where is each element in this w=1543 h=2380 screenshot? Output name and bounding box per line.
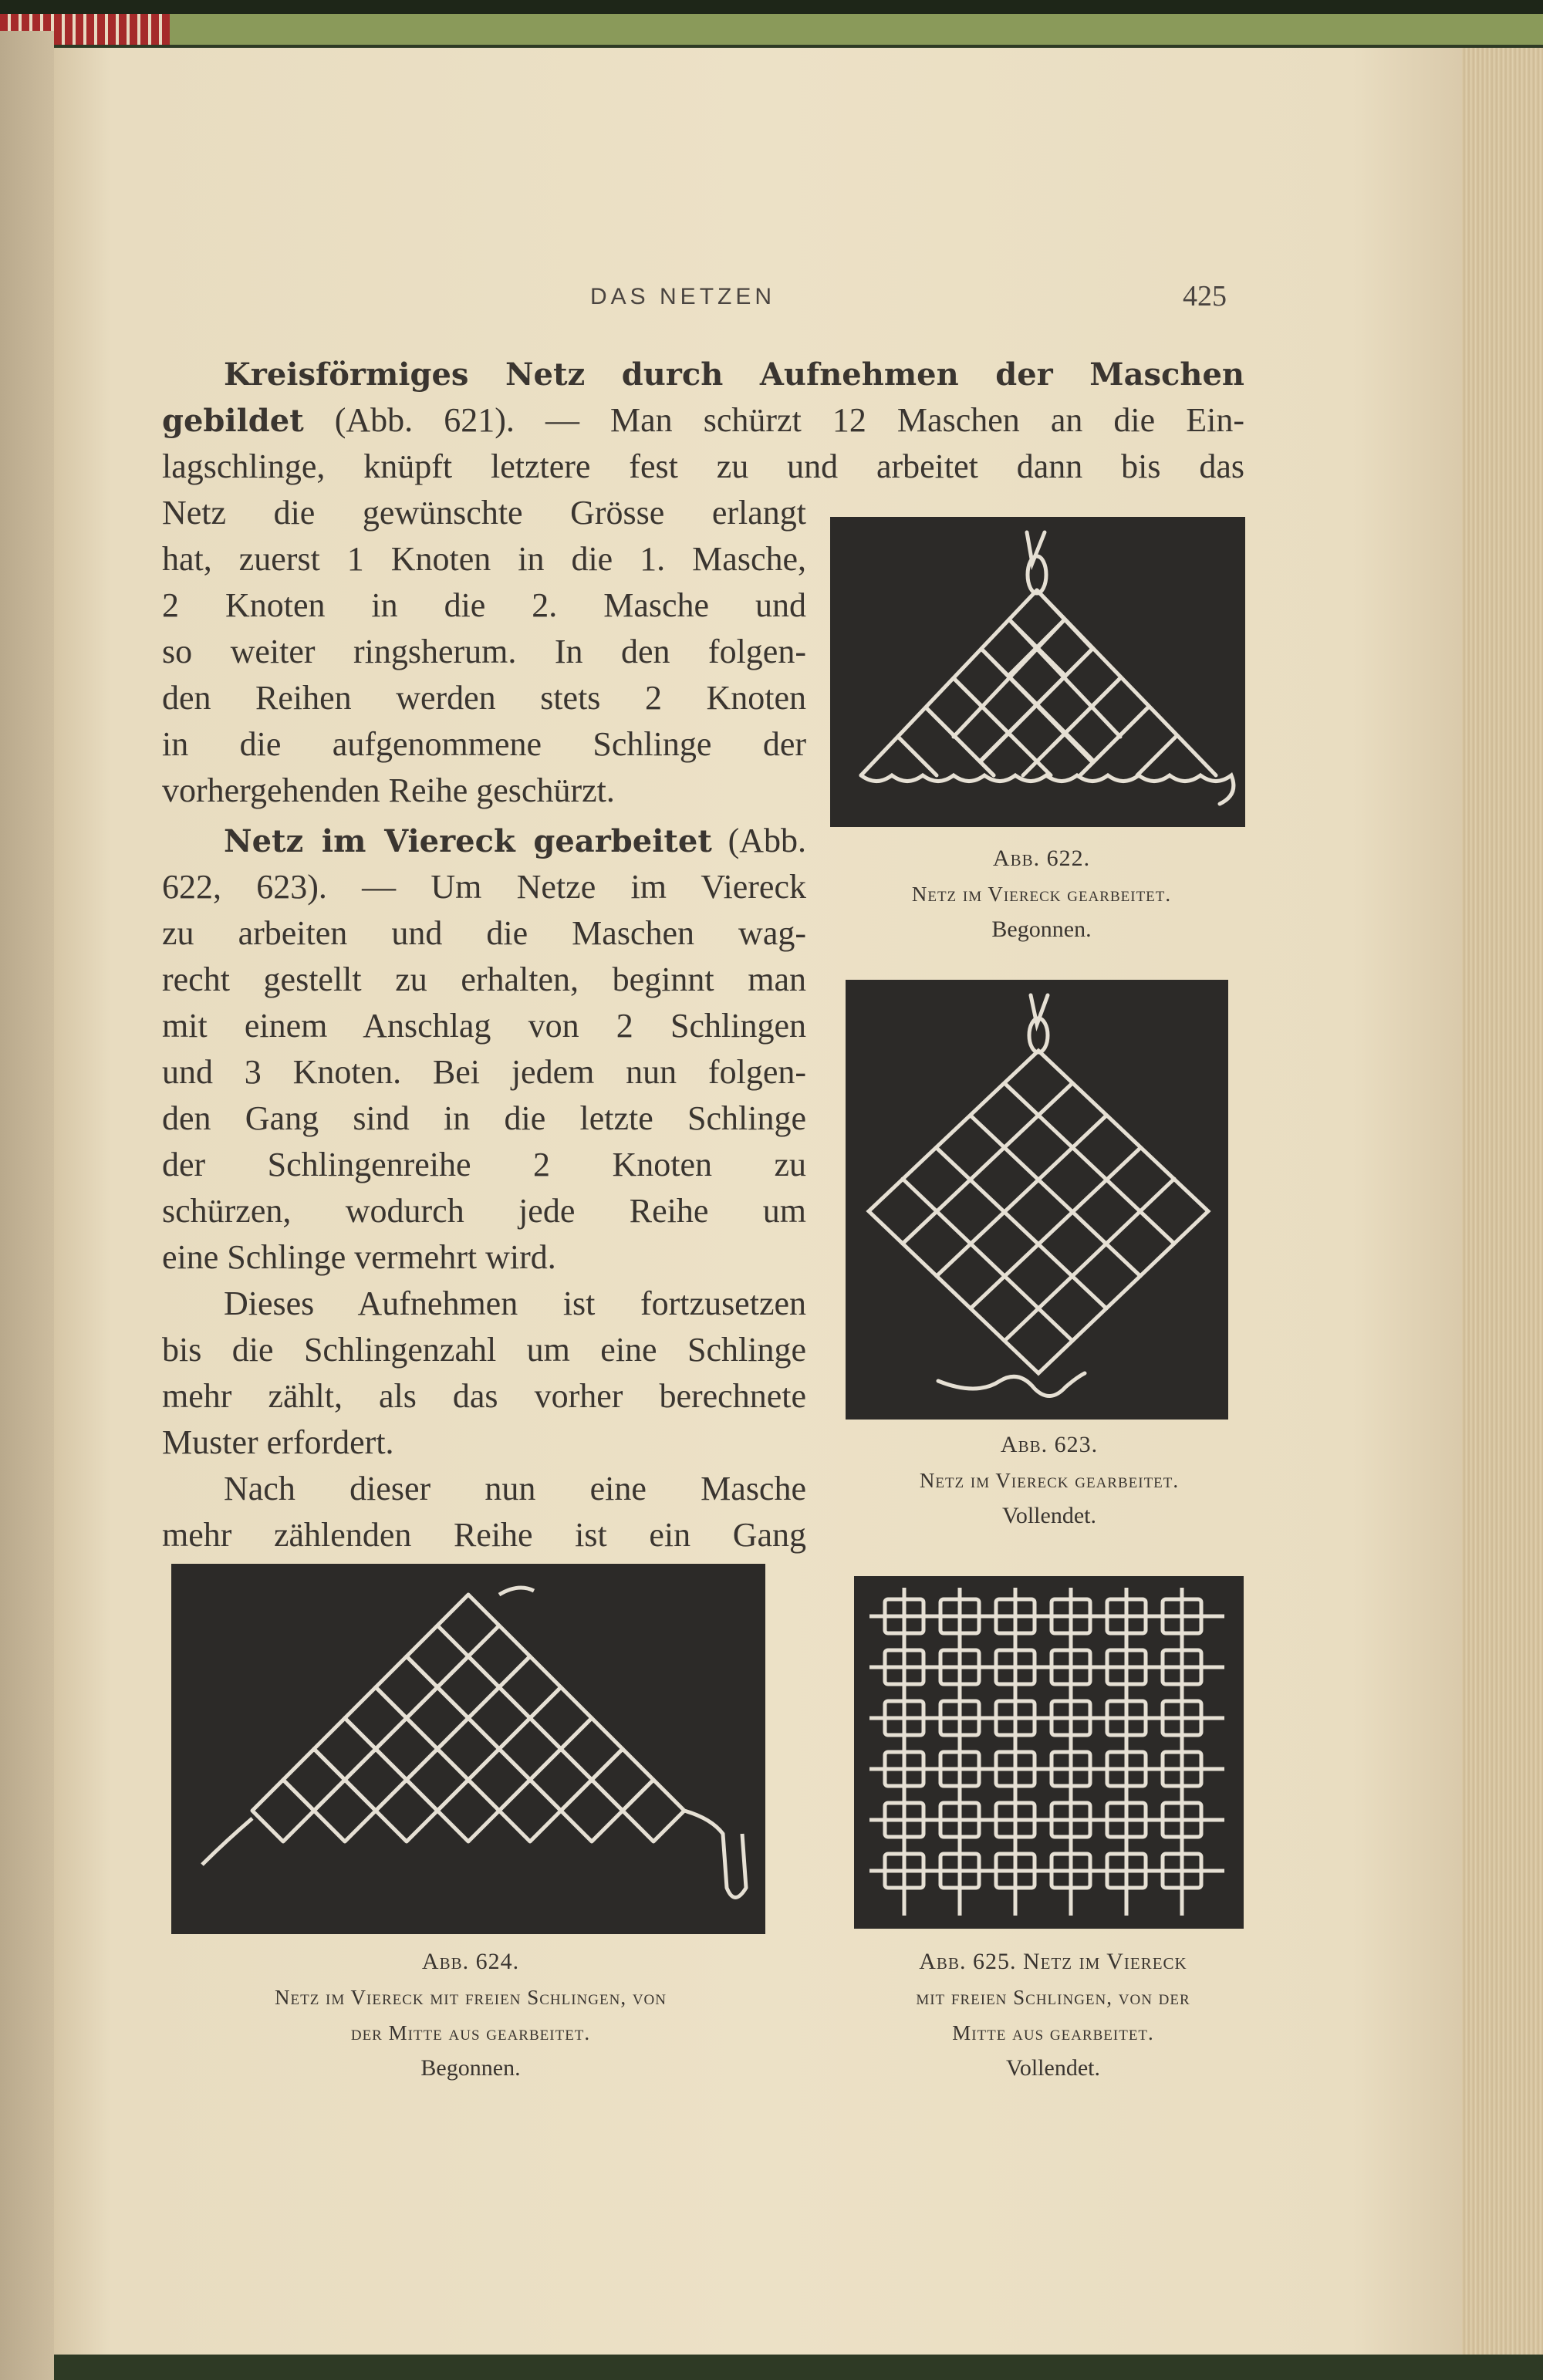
body-line [162, 957, 806, 1003]
body-text-run: den Gang sind in die letzte Schlinge [162, 1099, 806, 1137]
left-page-edge [0, 31, 54, 2380]
body-text-run: schürzen, wodurch jede Reihe um [162, 1192, 806, 1230]
body-line [162, 1234, 806, 1281]
body-text-run: lagschlinge, knüpft letztere fest zu und arbeitet dann bis das [162, 447, 1244, 485]
body-text-run: vorhergehenden Reihe geschürzt. [162, 771, 615, 809]
body-line [224, 818, 806, 865]
figure-625-label: Abb. 625. Netz im Viereck [919, 1949, 1187, 1974]
figure-625-subtitle: Mitte aus gearbeitet. [952, 2021, 1154, 2044]
figure-625-state: Vollendet. [1006, 2055, 1100, 2081]
body-text-run: mit einem Anschlag von 2 Schlingen [162, 1007, 806, 1045]
body-line [162, 444, 1244, 490]
page-stack-edge [1462, 48, 1543, 2355]
figure-623-state: Vollendet. [1002, 1503, 1096, 1528]
body-line [162, 536, 806, 582]
net-free-loops-triangle-illustration [171, 1564, 765, 1934]
figure-622-image [830, 517, 1245, 827]
figure-625-caption [833, 1944, 1273, 2086]
body-text-run: (Abb. 621). — Man schürzt 12 Maschen an die Ein- [303, 401, 1244, 439]
body-line [162, 675, 806, 721]
body-line [224, 351, 1244, 398]
body-line [162, 1142, 806, 1188]
body-line [162, 721, 806, 768]
body-line [162, 397, 1244, 444]
body-text-run: und 3 Knoten. Bei jedem nun folgen- [162, 1053, 806, 1091]
body-text-run: 622, 623). — Um Netze im Viereck [162, 868, 806, 906]
figure-622-state: Begonnen. [991, 917, 1092, 942]
body-line [162, 582, 806, 629]
body-text-run: in die aufgenommene Schlinge der [162, 725, 806, 763]
body-text-run: so weiter ringsherum. In den folgen- [162, 633, 806, 670]
body-text-run: recht gestellt zu erhalten, beginnt man [162, 960, 806, 998]
body-line [162, 864, 806, 910]
body-line [162, 1420, 806, 1466]
net-free-loops-square-illustration [854, 1576, 1244, 1929]
running-head: DAS NETZEN [590, 284, 776, 309]
body-line [162, 1095, 806, 1142]
bold-heading: gebildet [162, 403, 304, 439]
body-text-run: bis die Schlingenzahl um eine Schlinge [162, 1331, 806, 1369]
figure-623-image [846, 980, 1228, 1420]
figure-624-subtitle: der Mitte aus gearbeitet. [350, 2021, 591, 2044]
body-line [162, 1188, 806, 1234]
body-text-run: Nach dieser nun eine Masche [224, 1470, 806, 1507]
body-line [162, 629, 806, 675]
net-triangle-illustration [830, 517, 1245, 827]
body-line [162, 1327, 806, 1373]
bold-heading: Kreisförmiges Netz durch Aufnehmen der Maschen [224, 356, 1244, 393]
body-text-run: eine Schlinge vermehrt wird. [162, 1238, 556, 1276]
body-text-run: 2 Knoten in die 2. Masche und [162, 586, 806, 624]
figure-624-image [171, 1564, 765, 1934]
body-text-run: (Abb. [711, 822, 806, 859]
page-number: 425 [1183, 280, 1227, 312]
figure-623-label: Abb. 623. [1000, 1432, 1099, 1457]
body-line [162, 490, 806, 536]
figure-624-caption [154, 1944, 787, 2086]
body-text-run: Netz die gewünschte Grösse erlangt [162, 494, 806, 532]
body-line [162, 768, 806, 814]
figure-624-label: Abb. 624. [421, 1949, 520, 1974]
body-line [224, 1466, 806, 1512]
body-text-run: den Reihen werden stets 2 Knoten [162, 679, 806, 717]
figure-622-title: Netz im Viereck gearbeitet. [911, 883, 1172, 906]
figure-624-title: Netz im Viereck mit freien Schlingen, von [274, 1986, 667, 2009]
body-text-run: zu arbeiten und die Maschen wag- [162, 914, 806, 952]
net-square-illustration [846, 980, 1228, 1420]
body-line [162, 1003, 806, 1049]
body-text-run: mehr zählenden Reihe ist ein Gang [162, 1516, 806, 1554]
body-text-run: der Schlingenreihe 2 Knoten zu [162, 1146, 806, 1183]
figure-622-caption [826, 841, 1258, 947]
figure-623-caption [833, 1427, 1265, 1534]
body-text-run: Dieses Aufnehmen ist fortzusetzen [224, 1285, 806, 1322]
body-line [162, 1373, 806, 1420]
body-line [162, 1049, 806, 1095]
body-text-run: mehr zählt, als das vorher berechnete [162, 1377, 806, 1415]
figure-625-title: mit freien Schlingen, von der [916, 1986, 1190, 2009]
figure-623-title: Netz im Viereck gearbeitet. [919, 1469, 1180, 1492]
body-text-run: Muster erfordert. [162, 1423, 394, 1461]
figure-625-image [854, 1576, 1244, 1929]
figure-624-state: Begonnen. [420, 2055, 521, 2081]
bold-heading: Netz im Viereck gearbeitet [224, 823, 712, 859]
body-text-run: hat, zuerst 1 Knoten in die 1. Masche, [162, 540, 806, 578]
cover-cloth [0, 14, 1543, 45]
body-line [162, 1512, 806, 1558]
body-line [224, 1281, 806, 1327]
figure-622-label: Abb. 622. [992, 846, 1091, 871]
body-line [162, 910, 806, 957]
